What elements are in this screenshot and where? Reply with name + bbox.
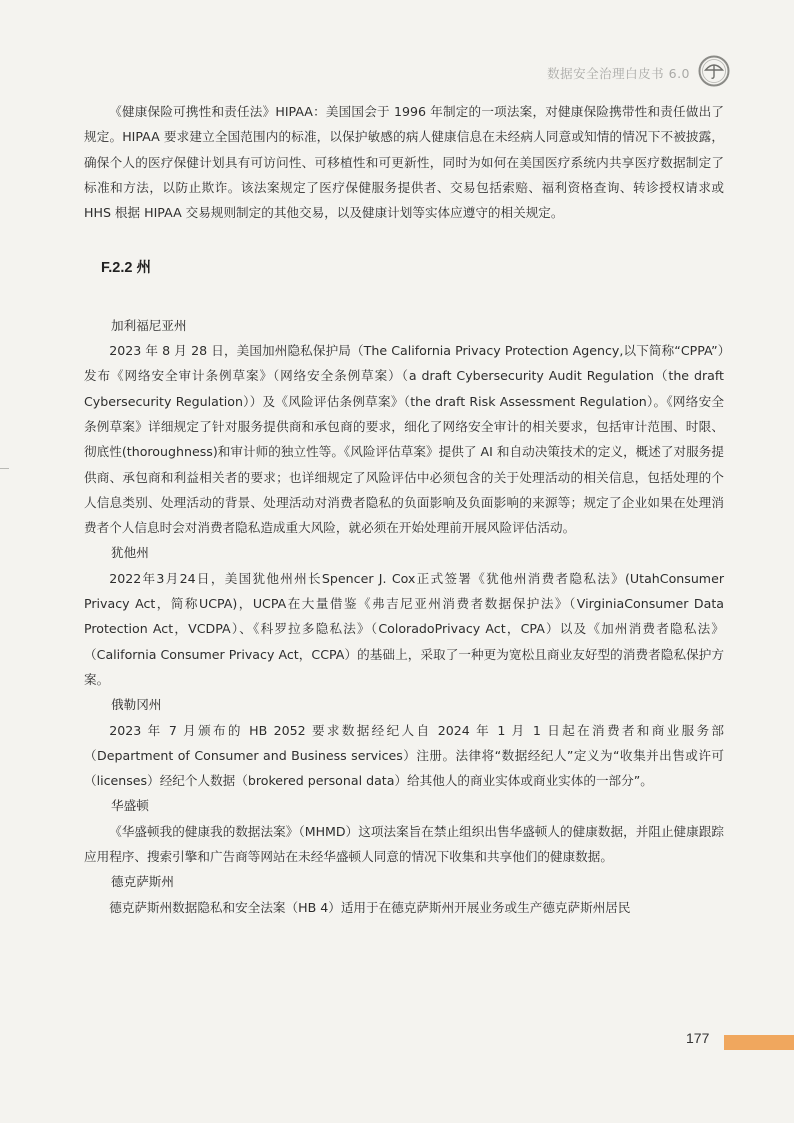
state-paragraph: 2023 年 8 月 28 日，美国加州隐私保护局（The California Privacy Protection Agency,以下简称“CPPA”）发布《网络安全审计条例草案》（网络安全条例草案）（a draft Cybersecurity Audit Regulation（the draft Cybersecurity Regulation））及《风险评估条例草案》（the draft Risk Assessment Regulation）。《网络安全条例草案》详细规定了针对服务提供商和承包商的要求，细化了网络安全审计的相关要求，包括审计范围、时限、彻底性(thoroughness)和审计师的独立性等。《风险评估草案》提供了 AI 和自动决策技术的定义，概述了对服务提供商、承包商和利益相关者的要求；也详细规定了风险评估中必须包含的关于处理活动的相关信息，包括处理的个人信息类别、处理活动的背景、处理活动对消费者隐私的负面影响及负面影响的来源等；规定了企业如果在处理消费者个人信息时会对消费者隐私造成重大风险，就必须在开始处理前开展风险评估活动。 (84, 343, 724, 536)
state-heading: 俄勒冈州 (111, 697, 162, 713)
page-edge-mark (0, 468, 9, 469)
page-content (84, 99, 724, 920)
hipaa-paragraph: 《健康保险可携性和责任法》HIPAA：美国国会于 1996 年制定的一项法案，对健康保险携带性和责任做出了规定。HIPAA 要求建立全国范围内的标准，以保护敏感的病人健康信息在未经病人同意或知情的情况下不被披露，确保个人的医疗保健计划具有可访问性、可移植性和可更新性，同时为如何在美国医疗系统内共享医疗数据制定了标准和方法，以防止欺诈。该法案规定了医疗保健服务提供者、交易包括索赔、福利资格查询、转诊授权请求或 HHS 根据 HIPAA 交易规则制定的其他交易，以及健康计划等实体应遵守的相关规定。 (84, 104, 724, 221)
header-title: 数据安全治理白皮书 6.0 (547, 66, 690, 81)
state-block-washington (84, 793, 724, 869)
state-block-texas (84, 869, 724, 920)
section-heading: F.2.2 州 (101, 260, 151, 277)
state-paragraph: 2023 年 7 月颁布的 HB 2052 要求数据经纪人自 2024 年 1 月 1 日起在消费者和商业服务部（Department of Consumer and Business services）注册。法律将“数据经纪人”定义为“收集并出售或许可（licenses）经纪个人数据（brokered personal data）给其他人的商业实体或商业实体的一部分”。 (84, 722, 724, 789)
page-number: 177 (686, 1030, 710, 1046)
state-block-california (84, 313, 724, 541)
state-heading: 加利福尼亚州 (111, 317, 187, 333)
page-accent-bar (724, 1035, 794, 1050)
state-heading: 犹他州 (111, 545, 149, 561)
state-paragraph: 德克萨斯州数据隐私和安全法案（HB 4）适用于在德克萨斯州开展业务或生产德克萨斯州居民 (109, 899, 631, 915)
state-heading: 华盛顿 (111, 798, 149, 814)
state-paragraph: 《华盛顿我的健康我的数据法案》（MHMD）这项法案旨在禁止组织出售华盛顿人的健康数据，并阻止健康跟踪应用程序、搜索引擎和广告商等网站在未经华盛顿人同意的情况下收集和共享他们的健康数据。 (84, 823, 724, 865)
state-block-utah (84, 540, 724, 692)
state-paragraph: 2022年3月24日，美国犹他州州长Spencer J. Cox正式签署《犹他州消费者隐私法》(UtahConsumer Privacy Act，简称UCPA)，UCPA在大量借鉴《弗吉尼亚州消费者数据保护法》（VirginiaConsumer Data Protection Act，VCDPA）、《科罗拉多隐私法》（ColoradoPrivacy Act，CPA）以及《加州消费者隐私法》（California Consumer Privacy Act，CCPA）的基础上，采取了一种更为宽松且商业友好型的消费者隐私保护方案。 (84, 570, 724, 687)
state-heading: 德克萨斯州 (111, 874, 174, 890)
state-block-oregon (84, 692, 724, 793)
umbrella-seal-icon (698, 55, 730, 87)
